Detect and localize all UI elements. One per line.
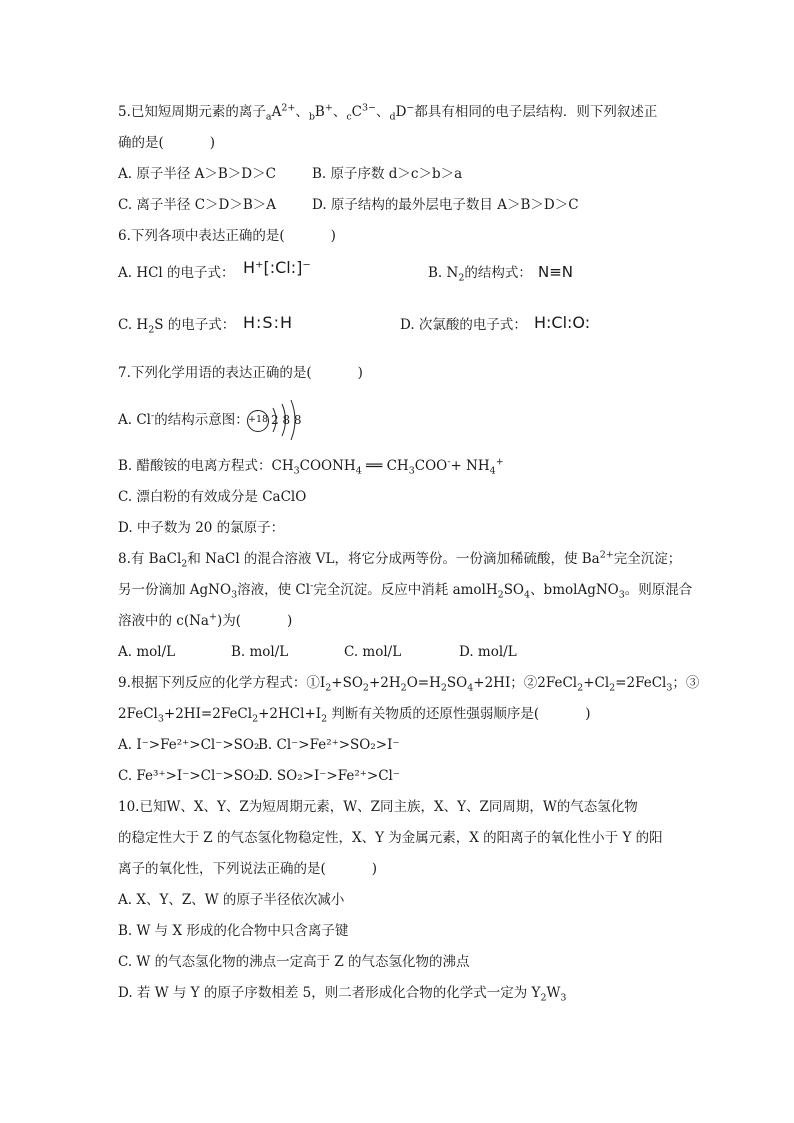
q9-option-d: D. SO₂>I⁻>Fe²⁺>Cl⁻ [258,768,400,784]
q10-sub: 2 [540,992,547,1004]
q9-stem-line2 [118,704,590,724]
q5-ion-b: B [314,104,325,120]
q9-paren-end: ) [585,706,591,722]
q8-sub: 4 [524,589,531,601]
q9-text: =2FeCl [615,675,667,691]
q9-text: SO [446,675,468,691]
q10-text: D. 若 W 与 Y 的原子序数相差 5，则二者形成化合物的化学式一定为 Y [118,985,541,1001]
q9-option-c: C. Fe³⁺>I⁻>Cl⁻>SO₂ [118,768,260,784]
q5-ion-a: A [271,104,282,120]
q9-sub: 2 [321,713,328,725]
q5-option-c: C. 离子半径 C＞D＞B＞A [118,197,277,213]
q7-cl-structure-diagram [247,398,307,440]
q7-sub: 4 [355,465,362,477]
q8-stem-line1 [118,549,681,569]
q7-paren-end: ) [357,365,363,381]
q9-option-b: B. Cl⁻>Fe²⁺>SO₂>I⁻ [258,737,400,753]
q8-text: 溶液，使 Cl [237,582,311,598]
q8-text: 溶液中的 c(Na [118,613,209,629]
q7-sub: 3 [293,465,300,477]
q5-ion-c: C [351,104,362,120]
q6-stem [118,226,336,246]
q8-option-c: C. mol/L [344,644,402,660]
q6-option-c [118,315,235,335]
q8-text: 和 NaCl 的混合溶液 VL，将它分成两等份。一份滴加稀硫酸，使 Ba [187,551,600,567]
q8-sub: 2 [181,558,188,570]
q5-option-d: D. 原子结构的最外层电子数目 A＞B＞D＞C [312,197,579,213]
q6-option-b-label2: 的结构式： [464,265,532,281]
q7-sup: + [495,456,504,468]
q8-sup: 2+ [599,549,614,561]
q5-ion-b-charge: + [324,102,333,114]
q10-option-b: B. W 与 X 形成的化合物中只含离子键 [118,923,349,939]
q5-ion-a-pre: a [265,111,272,123]
q5-ion-d-charge: − [406,102,415,114]
q5-stem-text: 5.已知短周期元素的离子 [118,104,266,120]
q9-sub: 4 [467,682,474,694]
q7-stem-text: 7.下列化学用语的表达正确的是( [118,365,312,381]
q9-sub: 2 [325,682,332,694]
q9-sub: 3 [157,713,164,725]
q5-option-b: B. 原子序数 d＞c＞b＞a [312,166,463,182]
q9-sub: 2 [362,682,369,694]
q10-option-a: A. X、Y、Z、W 的原子半径依次减小 [118,892,345,908]
q5-stem-line2 [118,133,215,153]
q6-option-b-sub: 2 [458,272,465,284]
q6-option-a [118,263,235,283]
q8-option-d: D. mol/L [459,644,517,660]
q5-option-a: A. 原子半径 A＞B＞D＞C [118,166,276,182]
q7-nucleus-label: +18 [248,414,269,425]
q10-stem-line2: 的稳定性大于 Z 的气态氢化物稳定性，X、Y 为金属元素，X 的阳离子的氧化性小于 Y 的阳 [118,830,663,846]
q5-stem-line2-text: 确的是( [118,135,164,151]
q7-option-b [118,456,504,476]
q9-text: 2FeCl [118,706,158,722]
q7-option-a-sup: - [150,410,155,422]
q8-stem-line2 [118,580,692,600]
q9-text: O=H [406,675,441,691]
q9-sub: 3 [666,682,673,694]
q9-text: +2H [368,675,401,691]
q5-sep: 、 [295,104,309,120]
q10-text: 离子的氧化性，下列说法正确的是( [118,861,326,877]
q9-text: +Cl [583,675,610,691]
q9-option-a: A. I⁻>Fe²⁺>Cl⁻>SO₂ [118,737,260,753]
q7-option-b-text: B. 醋酸铵的电离方程式：CH [118,458,294,474]
q8-paren-end: ) [287,613,293,629]
q7-text: COO [414,458,448,474]
q8-text: 、bmolAgNO [530,582,619,598]
q6-option-c-sub: 2 [148,324,155,336]
q7-option-a [118,410,249,430]
q8-sub: 3 [231,589,238,601]
q9-text: +2HI=2FeCl [163,706,253,722]
q8-text: 8.有 BaCl [118,551,182,567]
q6-option-c-label: C. H [118,317,149,333]
q8-sub: 2 [497,589,504,601]
q6-option-b [428,263,532,283]
q5-sep: 、 [332,104,347,120]
q9-sub: 2 [252,713,259,725]
q7-sub: 3 [408,465,415,477]
q9-text: 9.根据下列反应的化学方程式：①I [118,675,326,691]
q10-sub: 3 [560,992,567,1004]
q5-ion-a-charge: 2+ [281,102,296,114]
q6-option-a-label: A. HCl 的电子式： [118,265,235,281]
q9-text: +SO [331,675,363,691]
q6-option-b-label: B. N [428,265,459,281]
q7-sub: 4 [489,465,496,477]
q9-text: +2HI；②2FeCl [473,675,578,691]
q5-ion-c-pre: c [346,111,352,123]
q8-text: SO [503,582,525,598]
q5-sep: 、 [376,104,390,120]
q5-ion-b-pre: b [308,111,315,123]
q10-paren-end: ) [371,861,378,877]
q5-stem-line1 [118,102,657,122]
q6-option-c-label2: S 的电子式： [154,317,236,333]
q7-text: COONH [299,458,356,474]
q9-text: ；③ [672,675,700,691]
q7-equals: ══ CH [361,458,409,474]
q9-sub: 2 [440,682,447,694]
q6-option-b-formula: N≡N [538,263,574,281]
q8-stem-line3 [118,611,292,631]
q9-sub: 2 [400,682,407,694]
q5-ion-c-charge: 3− [361,102,376,114]
q8-sup: - [310,580,314,592]
q10-stem-line1: 10.已知W、X、Y、Z为短周期元素，W、Z同主族，X、Y、Z同周期，W的气态氢化物 [118,799,638,815]
q10-option-d [118,983,566,1003]
q8-text: )为( [216,613,241,629]
q8-text: 。则原混合 [624,582,693,598]
q5-ion-d-pre: d [389,111,396,123]
q6-paren-end: ) [330,228,336,244]
q8-sup: + [208,611,217,623]
q6-option-c-formula: H:S:H [243,313,293,332]
q10-text: W [546,985,561,1001]
q5-paren-end: ) [209,135,216,151]
q7-text: + NH [450,458,490,474]
q8-option-a: A. mol/L [118,644,176,660]
q10-option-c: C. W 的气态氢化物的沸点一定高于 Z 的气态氢化物的沸点 [118,954,470,970]
q8-sub: 3 [618,589,625,601]
q9-text: +2HCl+I [258,706,322,722]
q9-sub: 2 [577,682,584,694]
q5-stem-text-2: 都具有相同的电子层结构．则下列叙述正 [414,104,658,120]
q6-option-d: D. 次氯酸的电子式： [400,317,527,333]
q7-option-c: C. 漂白粉的有效成分是 CaClO [118,489,307,505]
q6-option-a-formula: H⁺[:Cl:]⁻ [243,258,311,277]
q6-stem-text: 6.下列各项中表达正确的是( [118,228,285,244]
q7-option-d: D. 中子数为 20 的氯原子： [118,520,285,536]
q5-ion-d: D [395,104,407,120]
q10-stem-line3 [118,859,377,879]
q9-stem-line1 [118,673,699,693]
q7-option-a-label: A. Cl [118,412,151,428]
q9-text: 判断有关物质的还原性强弱顺序是( [327,706,540,722]
q7-stem [118,363,363,383]
q7-sup: - [447,456,451,468]
q7-shell-numbers: 2 8 8 [271,413,302,427]
q6-option-d-formula: H:Cl:O: [534,313,591,332]
q8-text: 完全沉淀； [613,551,682,567]
q8-text: 另一份滴加 AgNO [118,582,232,598]
q8-option-b: B. mol/L [231,644,289,660]
q9-sub: 2 [609,682,616,694]
q7-option-a-label2: 的结构示意图： [154,412,249,428]
q8-text: 完全沉淀。反应中消耗 amolH [313,582,498,598]
